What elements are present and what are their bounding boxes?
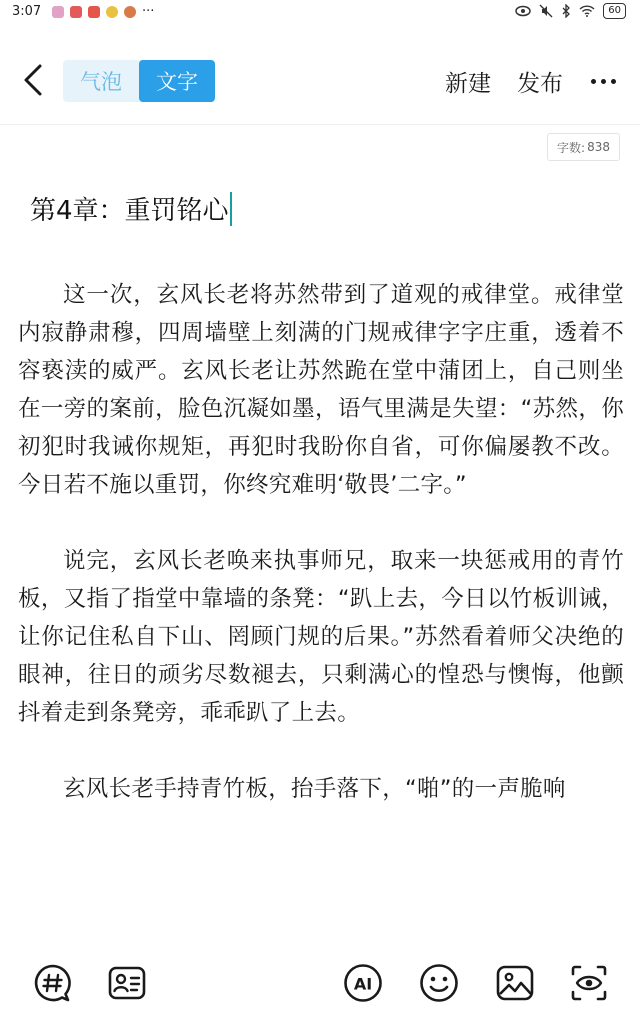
more-horizontal-icon[interactable] bbox=[589, 79, 616, 84]
chevron-left-icon bbox=[18, 60, 50, 100]
more-notifications-indicator: ··· bbox=[142, 4, 155, 19]
app-notification-icon bbox=[106, 6, 118, 18]
bluetooth-icon bbox=[561, 4, 571, 18]
eye-comfort-icon bbox=[515, 5, 531, 17]
chapter-title-field[interactable] bbox=[30, 190, 232, 227]
image-button[interactable] bbox=[494, 962, 536, 1004]
new-button[interactable]: 新建 bbox=[445, 70, 491, 97]
emoji-button[interactable] bbox=[418, 962, 460, 1004]
text-caret bbox=[230, 192, 232, 226]
chapter-title: 第4章：重罚铭心 bbox=[30, 196, 229, 226]
top-app-bar bbox=[0, 44, 640, 118]
mode-toggle bbox=[63, 60, 215, 102]
back-button[interactable] bbox=[18, 60, 50, 100]
paragraph: 玄风长老手持青竹板，抬手落下，“啪”的一声脆响 bbox=[63, 776, 566, 802]
preview-button[interactable] bbox=[568, 962, 610, 1004]
status-time: 3:07 bbox=[12, 4, 42, 19]
ai-label: AI bbox=[353, 974, 373, 994]
preview-eye-icon bbox=[568, 962, 610, 1004]
app-notification-icon bbox=[52, 6, 64, 18]
paragraph: 说完，玄风长老唤来执事师兄，取来一块惩戒用的青竹板，又指了指堂中靠墙的条凳：“趴上去，今日以竹板训诫，让你记住私自下山、罔顾门规的后果。”苏然看着师父决绝的眼神，往日的顽劣尽数褪去，只剩满心的惶恐与懊悔，他颤抖着走到条凳旁，乖乖趴了上去。 bbox=[18, 548, 624, 726]
word-count-label: 字数: bbox=[557, 140, 586, 155]
hashtag-bubble-icon bbox=[32, 962, 74, 1004]
app-notification-icon bbox=[88, 6, 100, 18]
editor-body[interactable] bbox=[18, 276, 624, 928]
ai-button[interactable] bbox=[342, 962, 384, 1004]
character-card-icon bbox=[106, 962, 148, 1004]
wifi-icon bbox=[579, 5, 595, 17]
status-bar bbox=[0, 0, 640, 24]
app-notification-icon bbox=[124, 6, 136, 18]
character-card-button[interactable] bbox=[106, 962, 148, 1004]
notification-icons bbox=[52, 4, 154, 19]
emoji-icon bbox=[418, 962, 460, 1004]
bottom-toolbar bbox=[0, 950, 640, 1016]
mute-icon bbox=[539, 4, 553, 18]
word-count-badge bbox=[547, 133, 620, 161]
top-actions bbox=[445, 60, 616, 102]
image-icon bbox=[494, 962, 536, 1004]
tab-text[interactable]: 文字 bbox=[139, 60, 215, 102]
tab-bubble[interactable]: 气泡 bbox=[80, 70, 122, 94]
battery-indicator: 60 bbox=[603, 3, 626, 19]
publish-button[interactable]: 发布 bbox=[517, 70, 563, 97]
word-count-value: 838 bbox=[587, 140, 610, 154]
system-indicators bbox=[515, 3, 626, 19]
paragraph: 这一次，玄风长老将苏然带到了道观的戒律堂。戒律堂内寂静肃穆，四周墙壁上刻满的门规戒律字字庄重，透着不容亵渎的威严。玄风长老让苏然跪在堂中蒲团上，自己则坐在一旁的案前，脸色沉凝如墨，语气里满是失望：“苏然，你初犯时我诫你规矩，再犯时我盼你自省，可你偏屡教不改。今日若不施以重罚，你终究难明‘敬畏’二字。” bbox=[18, 282, 624, 498]
app-notification-icon bbox=[70, 6, 82, 18]
ai-assistant-icon bbox=[342, 962, 384, 1004]
hashtag-button[interactable] bbox=[32, 962, 74, 1004]
header-divider bbox=[0, 124, 640, 125]
